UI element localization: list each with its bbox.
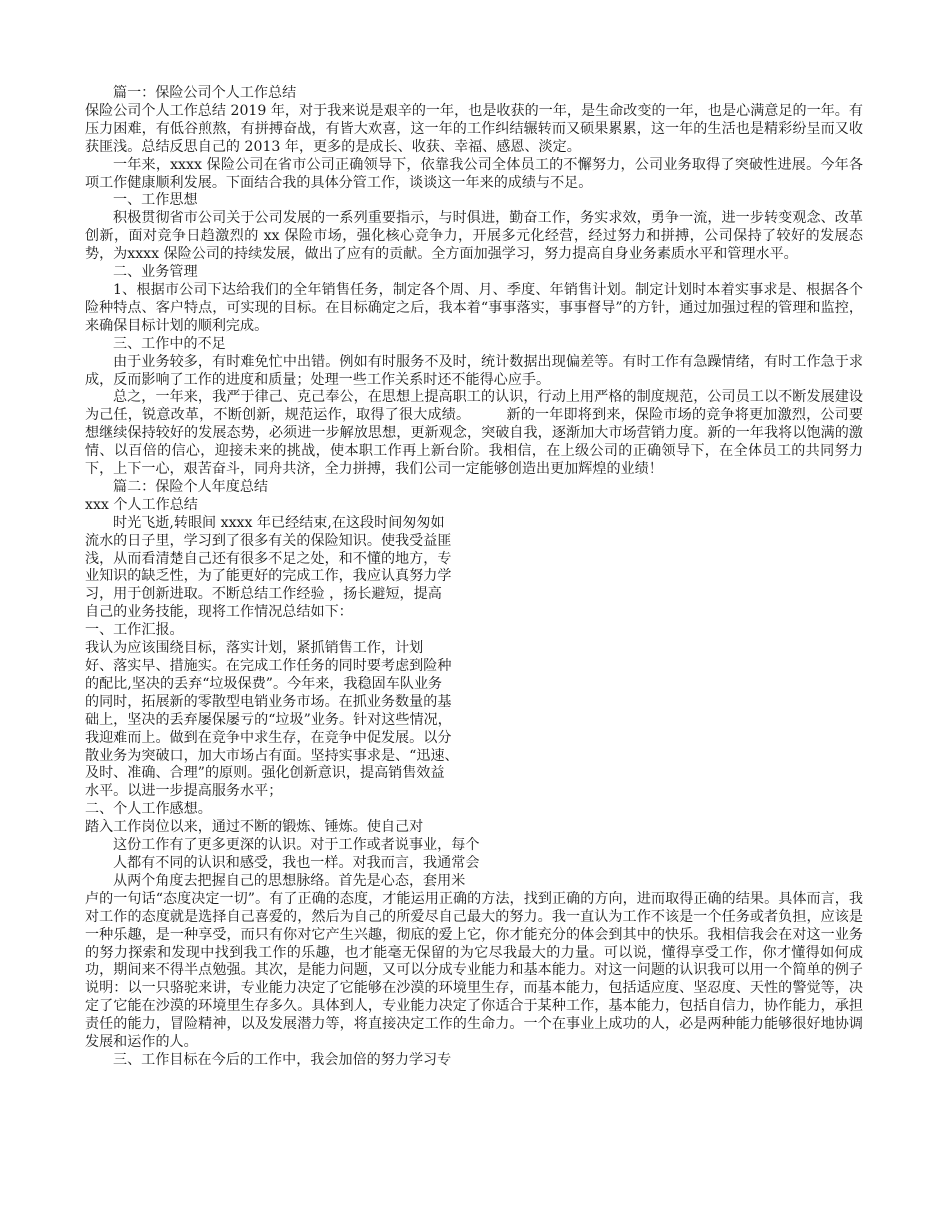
section2-heading: 篇二：保险个人年度总结 bbox=[113, 478, 269, 495]
narrow-line: 这份工作有了更多更深的认识。对于工作或者说事业，每个 bbox=[113, 837, 480, 854]
narrow-line: 一、工作汇报。 bbox=[85, 622, 184, 639]
narrow-line: 我迎难而上。做到在竞争中求生存，在竞争中促发展。以分 bbox=[85, 729, 452, 746]
section1-subheading-2: 二、业务管理 bbox=[113, 264, 198, 281]
section1-paragraph-6 bbox=[85, 389, 863, 479]
section1-conclusion-part-b: 新的一年即将到来，保险市场的竞争将更加激烈，公司要想继续保持较好的发展态势，必须进一步解放思想，更新观念，突破自我，逐渐加大市场营销力度。新的一年我将以饱满的激情、以百倍的信心，迎接未来的挑战，使本职工作再上新台阶。我相信，在上级公司的正确领导下，在全体员工的共同努力下，上下一心，艰苦奋斗，同舟共济，全力拼搏，我们公司一定能够创造出更加辉煌的业绩！ bbox=[85, 407, 864, 478]
section1-paragraph-1: 保险公司个人工作总结 2019 年，对于我来说是艰辛的一年，也是收获的一年，是生命改变的一年，也是心满意足的一年。有压力困难，有低谷煎熬，有拼搏奋战，有皆大欢喜，这一年的工作纠结辗转而又硕果累累，这一年的生活也是精彩纷呈而又收获匪浅。总结反思自己的 2013 年，更多的是成长、收获、幸福、感恩、淡定。 bbox=[85, 102, 863, 155]
narrow-line: 自己的业务技能，现将工作情况总结如下： bbox=[85, 604, 353, 621]
section1-paragraph-2: 一年来，xxxx 保险公司在省市公司正确领导下，依靠我公司全体员工的不懈努力，公司业务取得了突破性进展。今年各项工作健康顺利发展。下面结合我的具体分管工作，谈谈这一年来的成绩与不足。 bbox=[85, 156, 863, 191]
section1-paragraph-4: 1、根据市公司下达给我们的全年销售任务，制定各个周、月、季度、年销售计划。制定计划时本着实事求是、根据各个险种特点、客户特点，可实现的目标。在目标确定之后，我本着“事事落实，事事督导”的方针，通过加强过程的管理和监控，来确保目标计划的顺利完成。 bbox=[85, 281, 863, 334]
section1-paragraph-3: 积极贯彻省市公司关于公司发展的一系列重要指示，与时俱进，勤奋工作，务实求效，勇争一流，进一步转变观念、改革创新，面对竞争日趋激烈的 xx 保险市场，强化核心竞争力，开展多元化经营，经过努力和拼搏，公司保持了较好的发展态势，为xxxx 保险公司的持续发展，做出了应有的贡献。全方面加强学习，努力提高自身业务素质水平和管理水平。 bbox=[85, 210, 863, 263]
narrow-line: 二、个人工作感想。 bbox=[85, 801, 212, 818]
document-body bbox=[85, 85, 863, 1070]
narrow-line: 踏入工作岗位以来，通过不断的锻炼、锤炼。使自己对 bbox=[85, 819, 424, 836]
narrow-line: 从两个角度去把握自己的思想脉络。首先是心态，套用米 bbox=[113, 872, 466, 889]
narrow-line: 础上，坚决的丢弃屡保屡亏的“垃圾”业务。针对这些情况， bbox=[85, 711, 452, 728]
narrow-line: 浅，从而看清楚自己还有很多不足之处，和不懂的地方，专 bbox=[85, 550, 452, 567]
narrow-line: 时光飞逝,转眼间 xxxx 年已经结束,在这段时间匆匆如 bbox=[113, 514, 445, 531]
section2-last-line: 三、工作目标在今后的工作中，我会加倍的努力学习专 bbox=[113, 1051, 452, 1068]
section2-title: xxx 个人工作总结 bbox=[85, 496, 198, 513]
section1-heading: 篇一：保险公司个人工作总结 bbox=[113, 85, 297, 101]
section2-narrow-column bbox=[85, 515, 531, 891]
narrow-line: 人都有不同的认识和感受，我也一样。对我而言，我通常会 bbox=[113, 854, 480, 871]
section1-paragraph-5: 由于业务较多，有时难免忙中出错。例如有时服务不及时，统计数据出现偏差等。有时工作有急躁情绪，有时工作急于求成，反而影响了工作的进度和质量；处理一些工作关系时还不能得心应手。 bbox=[85, 353, 863, 388]
narrow-line: 及时、准确、合理”的原则。强化创新意识，提高销售效益 bbox=[85, 765, 445, 782]
narrow-line: 的同时，拓展新的零散型电销业务市场。在抓业务数量的基 bbox=[85, 693, 452, 710]
narrow-line: 的配比,坚决的丢弃“垃圾保费”。今年来，我稳固车队业务 bbox=[85, 675, 443, 692]
narrow-line: 习，用于创新进取。不断总结工作经验 ，扬长避短，提高 bbox=[85, 586, 442, 603]
narrow-line: 水平。以进一步提高服务水平； bbox=[85, 783, 283, 800]
section2-wide-paragraph: 卢的一句话“态度决定一切”。有了正确的态度，才能运用正确的方法，找到正确的方向，进而取得正确的结果。具体而言，我对工作的态度就是选择自己喜爱的，然后为自己的所爱尽自己最大的努力。我一直认为工作不该是一个任务或者负担，应该是一种乐趣，是一种享受，而只有你对它产生兴趣，彻底的爱上它，你才能充分的体会到其中的快乐。我相信我会在对这一业务的努力探索和发现中找到我工作的乐趣，也才能毫无保留的为它尽我最大的力量。可以说，懂得享受工作，你才懂得如何成功，期间来不得半点勉强。其次，是能力问题，又可以分成专业能力和基本能力。对这一问题的认识我可以用一个简单的例子说明：以一只骆驼来讲，专业能力决定了它能够在沙漠的环境里生存，而基本能力，包括适应度、坚忍度、天性的警觉等，决定了它能在沙漠的环境里生存多久。具体到人，专业能力决定了你适合于某种工作，基本能力，包括自信力，协作能力，承担责任的能力，冒险精神，以及发展潜力等，将直接决定工作的生命力。一个在事业上成功的人，必是两种能力能够很好地协调发展和运作的人。 bbox=[85, 890, 863, 1051]
narrow-line: 好、落实早、措施实。在完成工作任务的同时要考虑到险种 bbox=[85, 658, 452, 674]
section1-subheading-1: 一、工作思想 bbox=[113, 192, 198, 209]
section1-conclusion-part-a: 总之，一年来，我严于律己、克己奉公，在思想上提高职工的认识，行动上用严格的制度规范，公司员工以不断发展建设为己任，锐意改革，不断创新，规范运作，取得了很大成绩。 bbox=[85, 389, 863, 424]
narrow-line: 流水的日子里，学习到了很多有关的保险知识。使我受益匪 bbox=[85, 532, 452, 549]
narrow-line: 业知识的缺乏性，为了能更好的完成工作，我应认真努力学 bbox=[85, 568, 452, 585]
narrow-line: 散业务为突破口，加大市场占有面。坚持实事求是、“迅速、 bbox=[85, 747, 459, 764]
narrow-line: 我认为应该围绕目标，落实计划，紧抓销售工作，计划 bbox=[85, 640, 424, 657]
section1-subheading-3: 三、工作中的不足 bbox=[113, 335, 226, 352]
